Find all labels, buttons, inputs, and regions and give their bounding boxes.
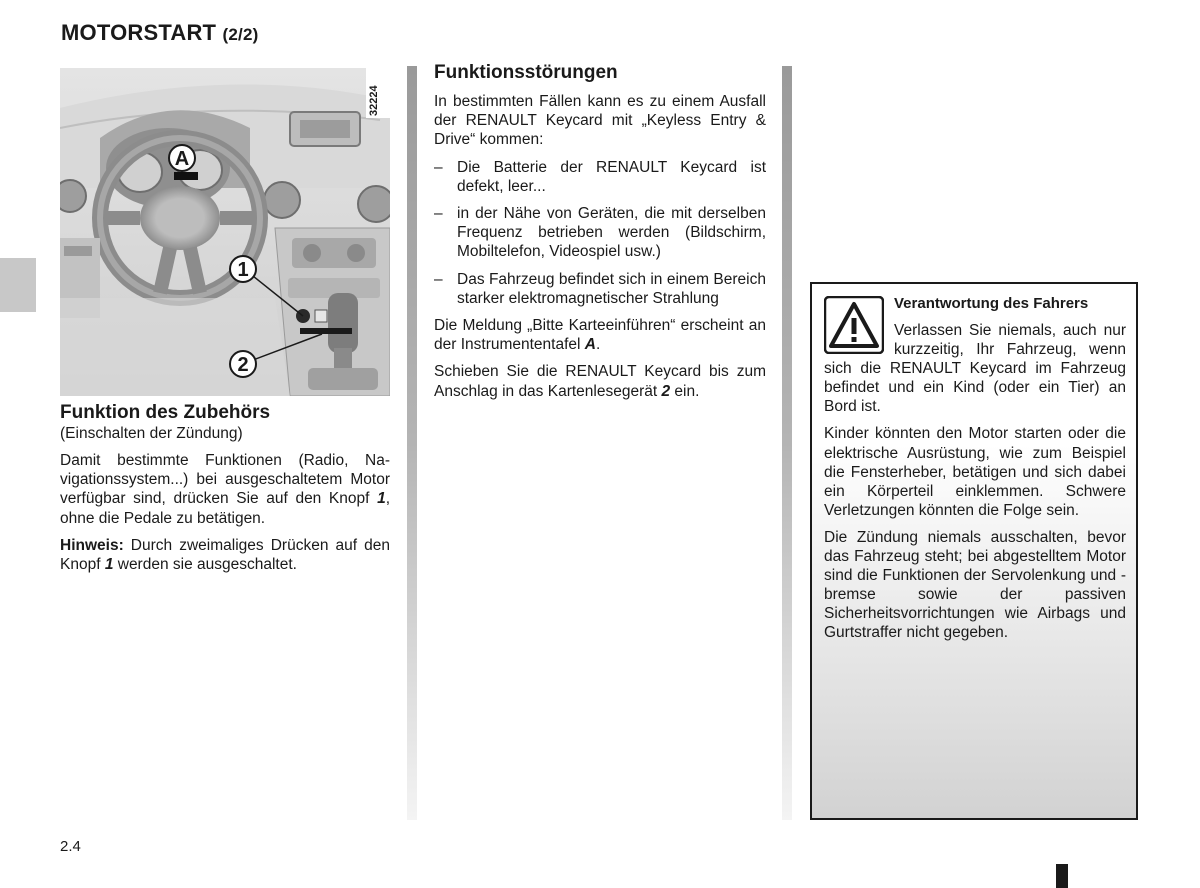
dashboard-illustration [60, 68, 390, 396]
malfunction-insert-card: Schieben Sie die RENAULT Keycard bis zum Anschlag in das Kartenlesegerät 2 ein. [434, 363, 766, 400]
list-item: – Die Batterie der RENAULT Keycard ist defekt, leer... [434, 158, 766, 195]
malfunction-heading: Funktionsstörungen [434, 62, 618, 83]
accessory-section [60, 402, 390, 582]
accessory-subheading: (Einschalten der Zündung) [60, 425, 243, 442]
accessory-heading: Funktion des Zubehörs [60, 402, 271, 423]
warning-paragraph: Kinder könnten den Motor starten oder die elektrische Ausrüstung, wie zum Beispiel die Fensterheber, betätigen und sich dabei ein Körperteil einklemmen. Schwere Verletzungen könnten die Folge sein. [824, 425, 1126, 519]
list-item: – Das Fahrzeug befindet sich in einem Bereich starker elektromagnetischer Strahlung [434, 270, 766, 307]
photo-code: 32224 [368, 85, 380, 116]
warning-paragraph: Die Zündung niemals ausschalten, bevor das Fahrzeug steht; bei abgestelltem Motor sind die Funktionen der Servolenkung und -bremse sowie der passiven Sicherheitsvorrichtungen wie Airbags und Gurtstraffer nicht gegeben. [824, 528, 1126, 642]
page-title: MOTORSTART (2/2) [61, 20, 259, 45]
warning-title: Verantwortung des Fahrers [894, 295, 1089, 312]
malfunction-message: Die Meldung „Bitte Karteeinführen“ erscheint an der Instrumententafel A. [434, 317, 766, 354]
list-item: – in der Nähe von Geräten, die mit derselben Frequenz betrieben werden (Bildschirm, Mobiltelefon, Videospiel usw.) [434, 205, 766, 261]
page-number: 2.4 [60, 838, 81, 855]
callout-2-label: 2 [237, 354, 249, 376]
dashboard-drawing [60, 68, 390, 396]
accessory-paragraph: Damit bestimmte Funktionen (Radio, Navigationssystem...) bei ausgeschaltetem Motor verfügbar sind, drücken Sie auf den Knopf 1, ohne die Pedale zu betätigen. [60, 452, 390, 527]
warning-paragraph: Verlassen Sie niemals, auch nur kurzzeitig, Ihr Fahrzeug, wenn sich die RENAULT Keycard im Fahrzeug befindet und ein Kind (oder ein Tier) an Bord ist. [824, 322, 1126, 416]
page-title-suffix: (2/2) [222, 25, 259, 44]
warning-box [810, 282, 1138, 820]
column-divider [782, 66, 792, 820]
callout-a-label: A [174, 148, 190, 170]
chapter-tab [0, 258, 36, 312]
malfunction-section [434, 62, 766, 409]
column-divider [407, 66, 417, 820]
callout-1-label: 1 [237, 259, 249, 281]
malfunction-list [434, 158, 766, 308]
malfunction-intro: In bestimmten Fällen kann es zu einem Ausfall der RENAULT Keycard mit „Keyless Entry & Drive“ kommen: [434, 93, 766, 149]
accessory-note: Hinweis: Durch zweimaliges Drücken auf den Knopf 1 werden sie ausgeschaltet. [60, 536, 390, 574]
warning-triangle-icon [824, 296, 884, 354]
page-edge-marker [1056, 864, 1068, 888]
